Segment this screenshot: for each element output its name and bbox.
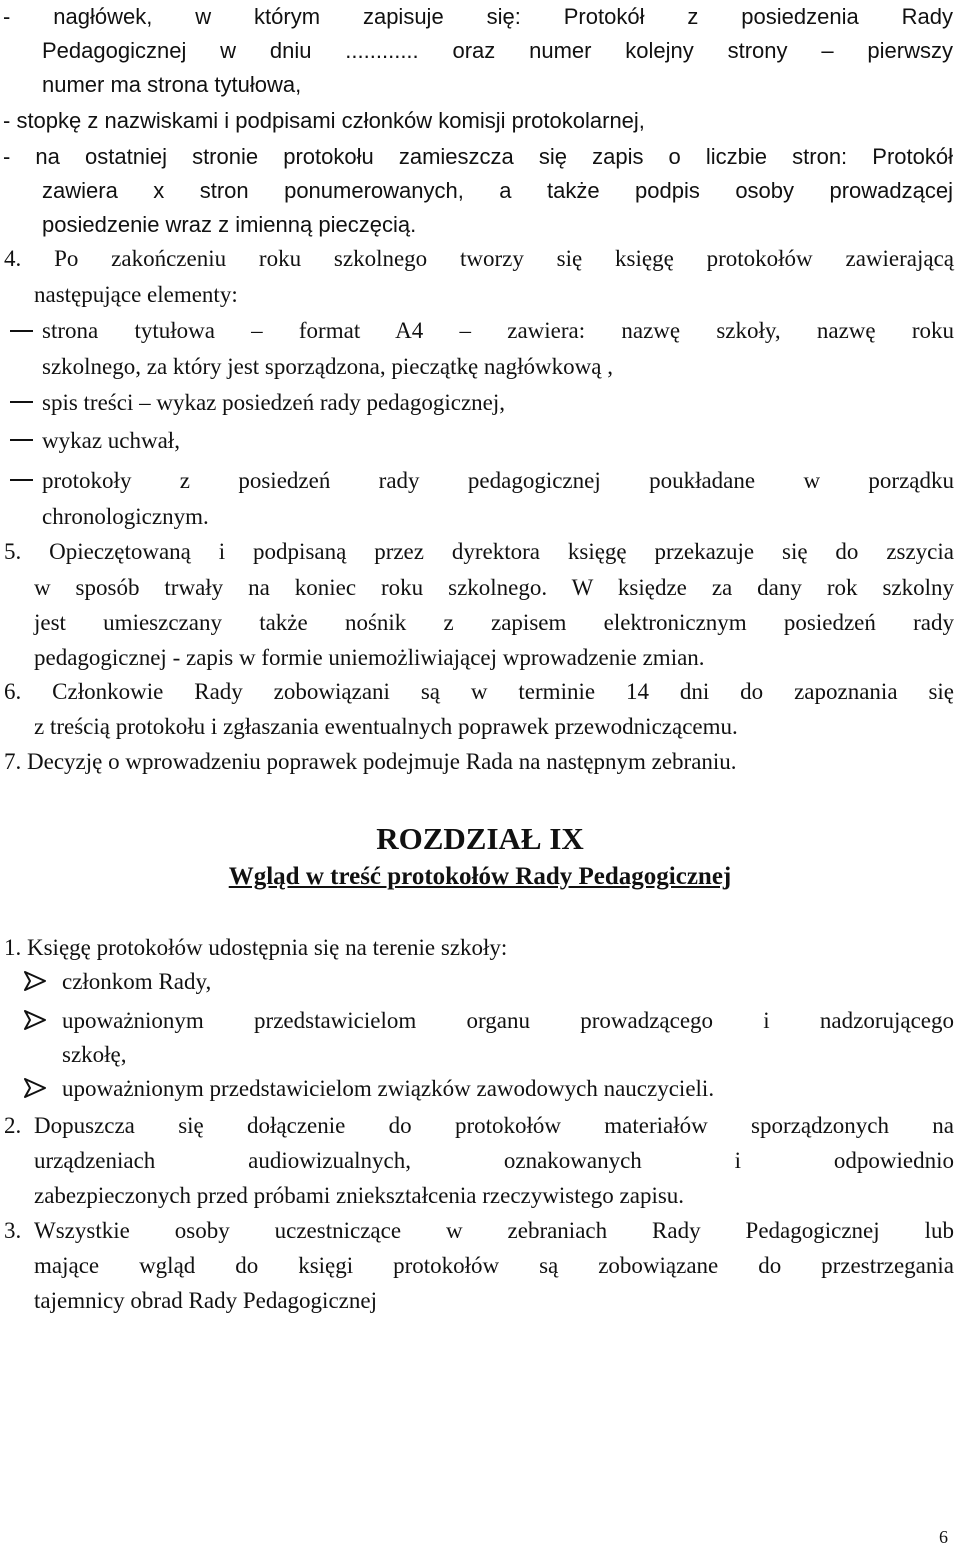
text-line: numer ma strona tytułowa, [42, 72, 302, 97]
page-number: 6 [939, 1527, 948, 1547]
list-item-3: Wszystkie osoby uczestniczące w zebraniach Rady Pedagogicznej lub [34, 1218, 954, 1243]
list-item: protokoły z posiedzeń rady pedagogicznej poukładane w porządku [42, 468, 954, 493]
text-line: tajemnicy obrad Rady Pedagogicznej [34, 1288, 377, 1313]
list-item-5: 5. Opieczętowaną i podpisaną przez dyrektora księgę przekazuje się do zszycia [4, 539, 954, 564]
arrowhead-bullet-icon [24, 971, 46, 991]
list-item-2: Dopuszcza się dołączenie do protokołów materiałów sporządzonych na [34, 1113, 954, 1138]
list-item-1: 1. Księgę protokołów udostępnia się na terenie szkoły: [4, 935, 508, 960]
chapter-title: Wgląd w treść protokołów Rady Pedagogicznej [228, 863, 732, 890]
list-number: 3. [4, 1218, 22, 1243]
text-line: z treścią protokołu i zgłaszania ewentualnych poprawek przewodniczącemu. [34, 714, 738, 739]
list-number: 2. [4, 1113, 22, 1138]
text-line: Pedagogicznej w dniu ............ oraz numer kolejny strony – pierwszy [42, 38, 953, 63]
list-item: spis treści – wykaz posiedzeń rady pedagogicznej, [42, 390, 506, 415]
bullet-item: upoważnionym przedstawicielom organu prowadzącego i nadzorującego [62, 1008, 954, 1033]
text-line: następujące elementy: [34, 282, 238, 307]
list-item: strona tytułowa – format A4 – zawiera: nazwę szkoły, nazwę roku [42, 318, 954, 343]
arrowhead-bullet-icon [24, 1078, 46, 1098]
text-line: zabezpieczonych przed próbami zniekształcenia rzeczywistego zapisu. [34, 1183, 685, 1208]
text-line: chronologicznym. [42, 504, 209, 529]
list-item-6: 6. Członkowie Rady zobowiązani są w terminie 14 dni do zapoznania się [4, 679, 954, 704]
text-line: - nagłówek, w którym zapisuje się: Protokół z posiedzenia Rady [3, 4, 953, 29]
chapter-number: ROZDZIAŁ IX [376, 821, 584, 856]
text-line: szkolnego, za który jest sporządzona, pieczątkę nagłówkową , [42, 354, 613, 379]
list-item: wykaz uchwał, [42, 428, 180, 453]
text-line: posiedzenie wraz z imienną pieczęcią. [42, 212, 417, 237]
list-item-4: 4. Po zakończeniu roku szkolnego tworzy się księgę protokołów zawierającą [4, 246, 954, 271]
text-line: urządzeniach audiowizualnych, oznakowanych i odpowiednio [34, 1148, 954, 1173]
text-line: w sposób trwały na koniec roku szkolnego. W księdze za dany rok szkolny [34, 575, 954, 600]
long-dash-icon [10, 439, 33, 441]
text-line: jest umieszczany także nośnik z zapisem elektronicznym posiedzeń rady [34, 610, 954, 635]
text-line: mające wgląd do księgi protokołów są zobowiązane do przestrzegania [34, 1253, 954, 1278]
text-line: zawiera x stron ponumerowanych, a także podpis osoby prowadzącej [42, 178, 953, 203]
bullet-item: upoważnionym przedstawicielom związków zawodowych nauczycieli. [62, 1076, 715, 1101]
arrowhead-bullet-icon [24, 1010, 46, 1030]
text-line: szkołę, [62, 1042, 127, 1067]
long-dash-icon [10, 401, 33, 403]
long-dash-icon [10, 479, 33, 481]
list-item-7: 7. Decyzję o wprowadzeniu poprawek podejmuje Rada na następnym zebraniu. [4, 749, 737, 774]
text-line: - stopkę z nazwiskami i podpisami członków komisji protokolarnej, [3, 108, 645, 133]
bullet-item: członkom Rady, [62, 969, 212, 994]
text-line: pedagogicznej - zapis w formie uniemożliwiającej wprowadzenie zmian. [34, 645, 705, 670]
long-dash-icon [10, 330, 33, 332]
text-line: - na ostatniej stronie protokołu zamieszcza się zapis o liczbie stron: Protokół [3, 144, 953, 169]
